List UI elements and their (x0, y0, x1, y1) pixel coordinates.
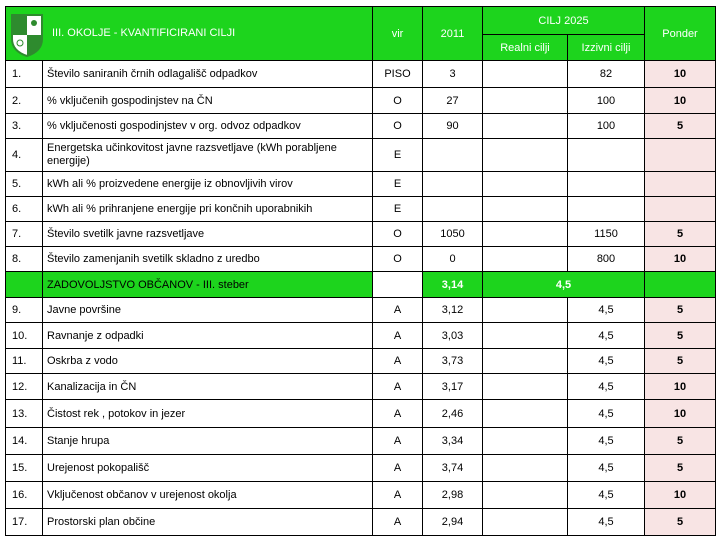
row-2011: 3,12 (423, 298, 483, 323)
row-number: 10. (6, 323, 43, 349)
row-2011: 3,17 (423, 374, 483, 400)
row-realni (483, 139, 568, 172)
row-vir: E (373, 172, 423, 197)
row-vir: O (373, 114, 423, 139)
row-izzivni: 4,5 (568, 323, 645, 349)
row-label: Čistost rek , potokov in jezer (43, 400, 373, 428)
section-label: ZADOVOLJSTVO OBČANOV - III. steber (43, 272, 373, 298)
row-label: Javne površine (43, 298, 373, 323)
row-2011: 3,34 (423, 428, 483, 455)
row-number: 9. (6, 298, 43, 323)
row-number: 14. (6, 428, 43, 455)
row-izzivni: 4,5 (568, 298, 645, 323)
row-vir: E (373, 197, 423, 222)
row-ponder: 10 (645, 374, 716, 400)
row-number: 15. (6, 455, 43, 482)
section-ponder (645, 272, 716, 298)
kpi-table (5, 6, 716, 536)
row-2011: 0 (423, 247, 483, 272)
section-row (6, 272, 716, 298)
row-vir: O (373, 88, 423, 114)
row-2011: 3,03 (423, 323, 483, 349)
row-label: Urejenost pokopališč (43, 455, 373, 482)
row-realni (483, 323, 568, 349)
row-label: kWh ali % prihranjene energije pri končnih uporabnikih (43, 197, 373, 222)
row-izzivni: 800 (568, 247, 645, 272)
header-izzivni: Izzivni cilji (568, 35, 645, 61)
row-2011: 2,98 (423, 482, 483, 509)
row-izzivni: 100 (568, 88, 645, 114)
row-izzivni: 4,5 (568, 428, 645, 455)
row-label: Kanalizacija in ČN (43, 374, 373, 400)
row-realni (483, 61, 568, 88)
row-ponder: 10 (645, 247, 716, 272)
row-ponder: 5 (645, 323, 716, 349)
table-row (6, 400, 716, 428)
row-label: Število svetilk javne razsvetljave (43, 222, 373, 247)
row-vir: A (373, 428, 423, 455)
section-spacer (6, 272, 43, 298)
municipality-crest-icon (10, 13, 44, 57)
table-row (6, 61, 716, 88)
row-label: Število saniranih črnih odlagališč odpadkov (43, 61, 373, 88)
row-izzivni (568, 139, 645, 172)
row-2011: 1050 (423, 222, 483, 247)
row-vir: A (373, 455, 423, 482)
row-realni (483, 455, 568, 482)
row-2011 (423, 139, 483, 172)
row-number: 1. (6, 61, 43, 88)
row-ponder: 5 (645, 428, 716, 455)
section-goal: 4,5 (483, 272, 645, 298)
row-realni (483, 428, 568, 455)
row-vir: E (373, 139, 423, 172)
row-label: Stanje hrupa (43, 428, 373, 455)
row-izzivni: 4,5 (568, 509, 645, 536)
row-label: % vključenih gospodinjstev na ČN (43, 88, 373, 114)
row-number: 6. (6, 197, 43, 222)
row-number: 12. (6, 374, 43, 400)
header-vir: vir (373, 7, 423, 61)
row-izzivni (568, 172, 645, 197)
row-ponder: 5 (645, 298, 716, 323)
row-realni (483, 349, 568, 374)
section-vir (373, 272, 423, 298)
row-realni (483, 400, 568, 428)
row-izzivni (568, 197, 645, 222)
row-ponder: 5 (645, 349, 716, 374)
row-vir: PISO (373, 61, 423, 88)
row-vir: A (373, 482, 423, 509)
table-row (6, 197, 716, 222)
row-number: 2. (6, 88, 43, 114)
row-number: 4. (6, 139, 43, 172)
row-realni (483, 509, 568, 536)
row-label: % vključenosti gospodinjstev v org. odvoz odpadkov (43, 114, 373, 139)
row-vir: A (373, 298, 423, 323)
row-izzivni: 4,5 (568, 349, 645, 374)
header-goal: CILJ 2025 (483, 7, 645, 35)
row-2011: 2,94 (423, 509, 483, 536)
row-realni (483, 172, 568, 197)
row-2011: 3,73 (423, 349, 483, 374)
row-vir: A (373, 374, 423, 400)
row-realni (483, 114, 568, 139)
row-2011: 2,46 (423, 400, 483, 428)
table-row (6, 88, 716, 114)
row-realni (483, 482, 568, 509)
row-label: Energetska učinkovitost javne razsvetljave (kWh porabljene energije) (43, 139, 373, 172)
row-number: 3. (6, 114, 43, 139)
table-row (6, 509, 716, 536)
row-izzivni: 4,5 (568, 482, 645, 509)
row-realni (483, 88, 568, 114)
row-label: Oskrba z vodo (43, 349, 373, 374)
table-row (6, 374, 716, 400)
table-row (6, 139, 716, 172)
row-vir: A (373, 400, 423, 428)
header-2011: 2011 (423, 7, 483, 61)
row-realni (483, 247, 568, 272)
section-2011: 3,14 (423, 272, 483, 298)
row-2011 (423, 197, 483, 222)
row-izzivni: 4,5 (568, 455, 645, 482)
row-ponder: 10 (645, 400, 716, 428)
row-2011: 3 (423, 61, 483, 88)
row-number: 16. (6, 482, 43, 509)
row-izzivni: 4,5 (568, 400, 645, 428)
row-2011 (423, 172, 483, 197)
header-realni: Realni cilji (483, 35, 568, 61)
row-realni (483, 222, 568, 247)
row-vir: A (373, 323, 423, 349)
row-ponder: 5 (645, 114, 716, 139)
row-label: Ravnanje z odpadki (43, 323, 373, 349)
row-number: 5. (6, 172, 43, 197)
row-2011: 27 (423, 88, 483, 114)
row-number: 7. (6, 222, 43, 247)
table-row (6, 222, 716, 247)
row-label: Vključenost občanov v urejenost okolja (43, 482, 373, 509)
row-izzivni: 100 (568, 114, 645, 139)
row-vir: A (373, 349, 423, 374)
row-izzivni: 82 (568, 61, 645, 88)
row-2011: 3,74 (423, 455, 483, 482)
row-ponder: 10 (645, 482, 716, 509)
row-2011: 90 (423, 114, 483, 139)
row-number: 8. (6, 247, 43, 272)
table-row (6, 323, 716, 349)
row-vir: O (373, 222, 423, 247)
row-realni (483, 197, 568, 222)
table-row (6, 298, 716, 323)
row-ponder (645, 172, 716, 197)
row-ponder (645, 197, 716, 222)
table-row (6, 114, 716, 139)
row-realni (483, 298, 568, 323)
row-ponder: 10 (645, 88, 716, 114)
row-realni (483, 374, 568, 400)
row-ponder: 5 (645, 222, 716, 247)
row-vir: A (373, 509, 423, 536)
row-label: kWh ali % proizvedene energije iz obnovljivih virov (43, 172, 373, 197)
row-ponder: 5 (645, 509, 716, 536)
row-izzivni: 4,5 (568, 374, 645, 400)
row-ponder (645, 139, 716, 172)
row-ponder: 5 (645, 455, 716, 482)
table-row (6, 172, 716, 197)
table-row (6, 349, 716, 374)
row-label: Število zamenjanih svetilk skladno z uredbo (43, 247, 373, 272)
table-title-cell (6, 7, 373, 61)
table-title: III. OKOLJE - KVANTIFICIRANI CILJI (52, 27, 236, 39)
row-vir: O (373, 247, 423, 272)
row-izzivni: 1150 (568, 222, 645, 247)
row-label: Prostorski plan občine (43, 509, 373, 536)
table-row (6, 247, 716, 272)
table-row (6, 428, 716, 455)
table-row (6, 482, 716, 509)
row-number: 17. (6, 509, 43, 536)
table-row (6, 455, 716, 482)
row-number: 13. (6, 400, 43, 428)
header-ponder: Ponder (645, 7, 716, 61)
row-ponder: 10 (645, 61, 716, 88)
row-number: 11. (6, 349, 43, 374)
